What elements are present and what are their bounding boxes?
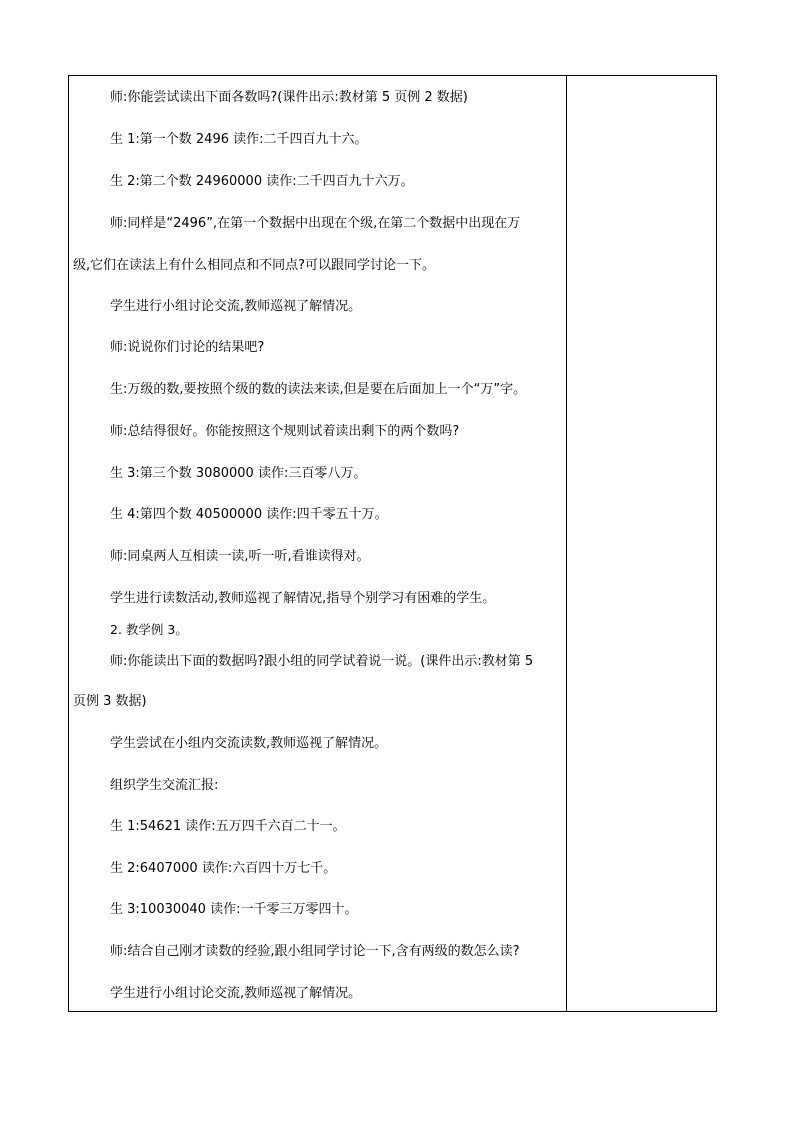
paragraph-line: 师:总结得很好。你能按照这个规则试着读出剩下的两个数吗? [110,424,460,439]
paragraph-line: 师:同桌两人互相读一读,听一听,看谁读得对。 [110,549,370,564]
paragraph-line-continued: 级,它们在读法上有什么相同点和不同点?可以跟同学讨论一下。 [73,258,436,273]
paragraph-line: 师:你能尝试读出下面各数吗?(课件出示:教材第 5 页例 2 数据) [110,90,468,105]
paragraph-line: 学生进行小组讨论交流,教师巡视了解情况。 [110,299,362,314]
section-heading: 2. 教学例 3。 [110,622,188,637]
paragraph-line: 生 3:第三个数 3080000 读作:三百零八万。 [110,466,367,481]
paragraph-line: 师:说说你们讨论的结果吧? [110,340,265,355]
paragraph-line-continued: 页例 3 数据) [73,694,147,709]
paragraph-line: 学生进行读数活动,教师巡视了解情况,指导个别学习有困难的学生。 [110,591,496,606]
paragraph-line: 师:结合自己刚才读数的经验,跟小组同学讨论一下,含有两级的数怎么读? [110,944,520,959]
paragraph-line: 生 4:第四个数 40500000 读作:四千零五十万。 [110,507,388,522]
table-column-divider [566,75,567,1012]
paragraph-line: 师:同样是“2496”,在第一个数据中出现在个级,在第二个数据中出现在万 [110,216,521,231]
paragraph-line: 学生进行小组讨论交流,教师巡视了解情况。 [110,986,362,1001]
paragraph-line: 生 2:6407000 读作:六百四十万七千。 [110,861,337,876]
paragraph-line: 师:你能读出下面的数据吗?跟小组的同学试着说一说。(课件出示:教材第 5 [110,654,534,669]
paragraph-line: 生 2:第二个数 24960000 读作:二千四百九十六万。 [110,174,414,189]
paragraph-line: 生:万级的数,要按照个级的数的读法来读,但是要在后面加上一个“万”字。 [110,382,527,397]
paragraph-line: 生 3:10030040 读作:一千零三万零四十。 [110,902,358,917]
paragraph-line: 生 1:54621 读作:五万四千六百二十一。 [110,819,346,834]
paragraph-line: 组织学生交流汇报: [110,778,219,793]
paragraph-line: 生 1:第一个数 2496 读作:二千四百九十六。 [110,132,368,147]
paragraph-line: 学生尝试在小组内交流读数,教师巡视了解情况。 [110,736,388,751]
